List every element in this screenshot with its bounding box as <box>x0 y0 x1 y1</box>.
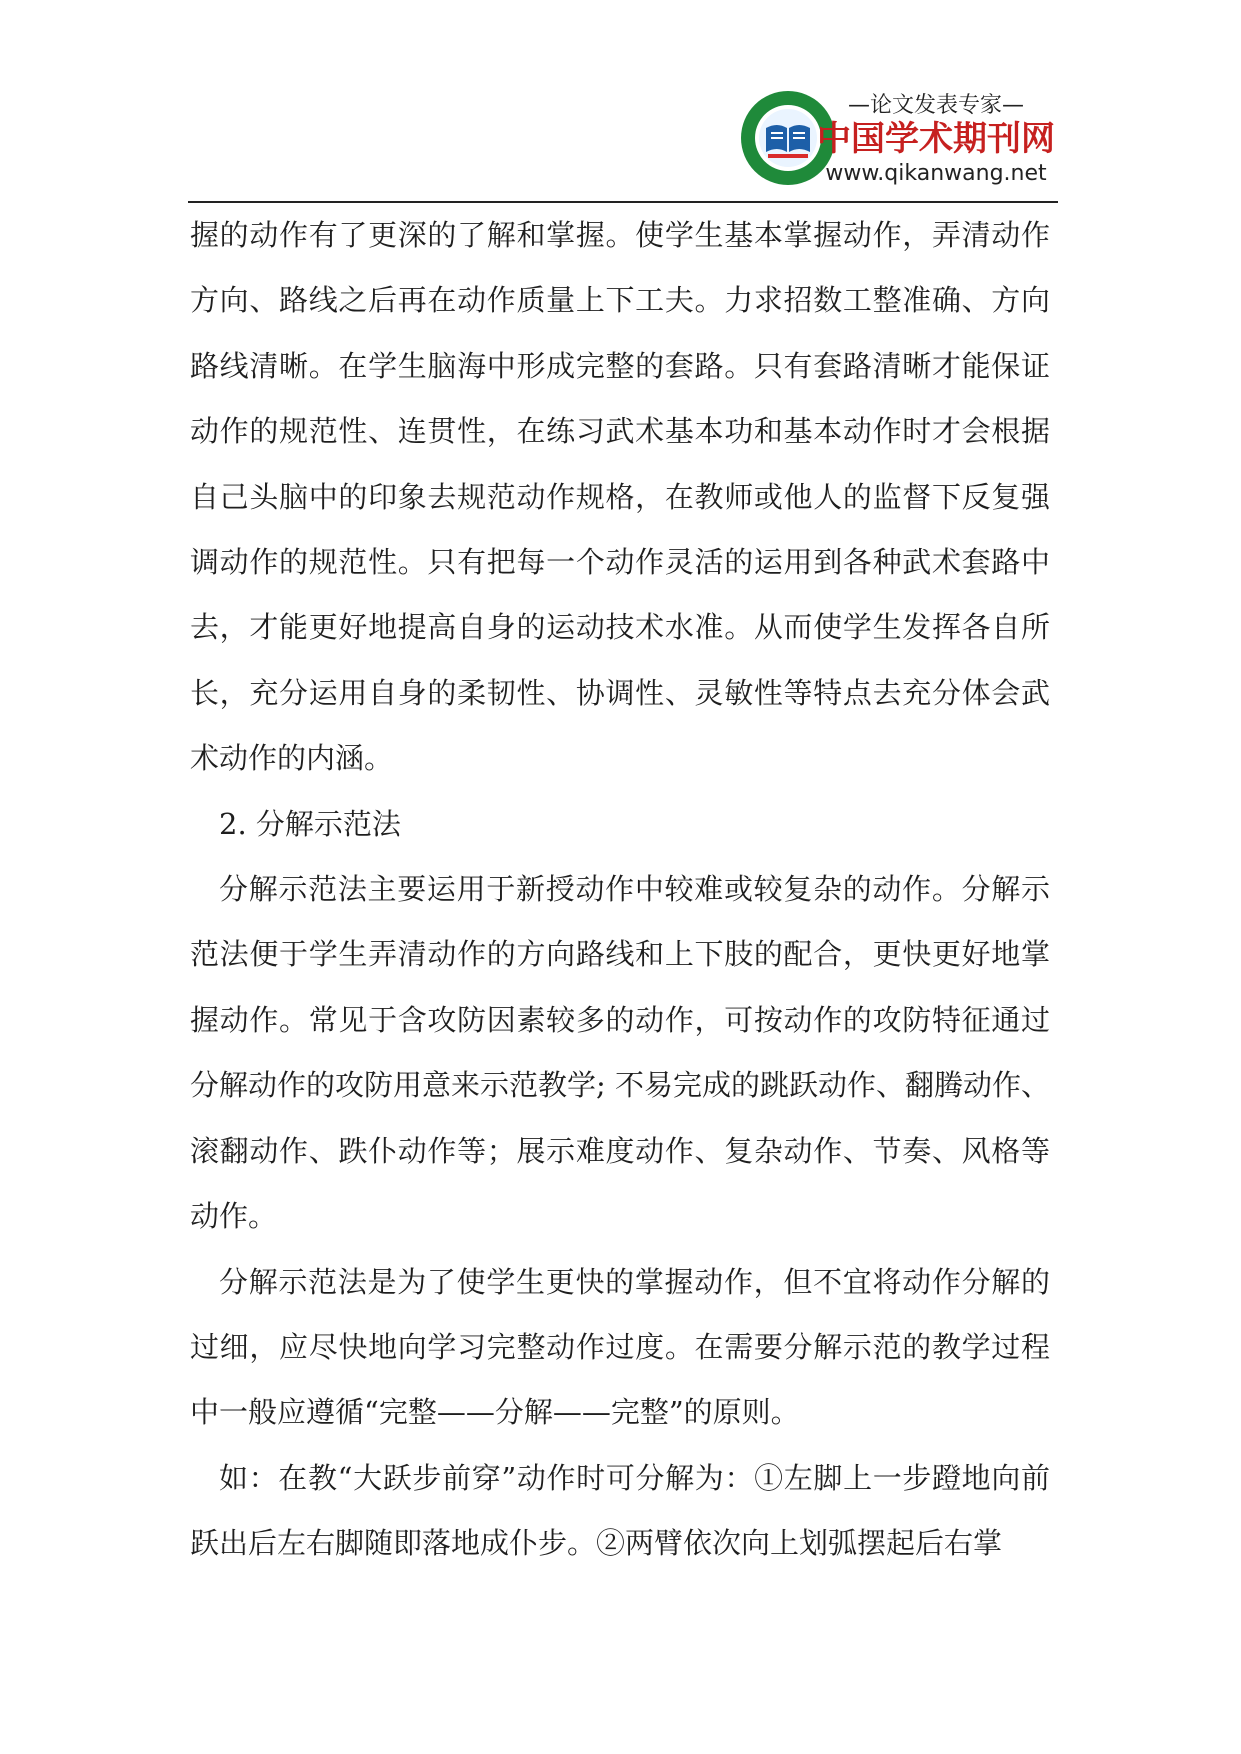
qikanwang-logo <box>736 88 1056 196</box>
logo-name: 中国学术期刊网 <box>817 119 1055 159</box>
paragraph: 如：在教“大跃步前穿”动作时可分解为：①左脚上一步蹬地向前跃出后左右脚随即落地成仆步。②两臂依次向上划弧摆起后右掌 <box>190 1460 1050 1561</box>
logo-url: www.qikanwang.net <box>825 161 1047 186</box>
paragraph: 分解示范法是为了使学生更快的掌握动作，但不宜将动作分解的过细，应尽快地向学习完整动作过度。在需要分解示范的教学过程中一般应遵循“完整——分解——完整”的原则。 <box>190 1264 1050 1430</box>
page-header <box>188 88 1058 203</box>
article-body <box>190 203 1050 1577</box>
section-heading: 2. 分解示范法 <box>219 806 401 841</box>
logo-tagline: —论文发表专家— <box>847 93 1025 118</box>
paragraph: 分解示范法主要运用于新授动作中较难或较复杂的动作。分解示范法便于学生弄清动作的方向路线和上下肢的配合，更快更好地掌握动作。常见于含攻防因素较多的动作，可按动作的攻防特征通过分解动作的攻防用意来示范教学; 不易完成的跳跃动作、翻腾动作、滚翻动作、跌仆动作等；展示难度动作、复杂动作、节奏、风格等动作。 <box>190 872 1050 1234</box>
paragraph: 握的动作有了更深的了解和掌握。使学生基本掌握动作，弄清动作方向、路线之后再在动作质量上下工夫。力求招数工整准确、方向路线清晰。在学生脑海中形成完整的套路。只有套路清晰才能保证动作的规范性、连贯性，在练习武术基本功和基本动作时才会根据自己头脑中的印象去规范动作规格，在教师或他人的监督下反复强调动作的规范性。只有把每一个动作灵活的运用到各种武术套路中去，才能更好地提高自身的运动技术水准。从而使学生发挥各自所长，充分运用自身的柔韧性、协调性、灵敏性等特点去充分体会武术动作的内涵。 <box>190 218 1050 776</box>
